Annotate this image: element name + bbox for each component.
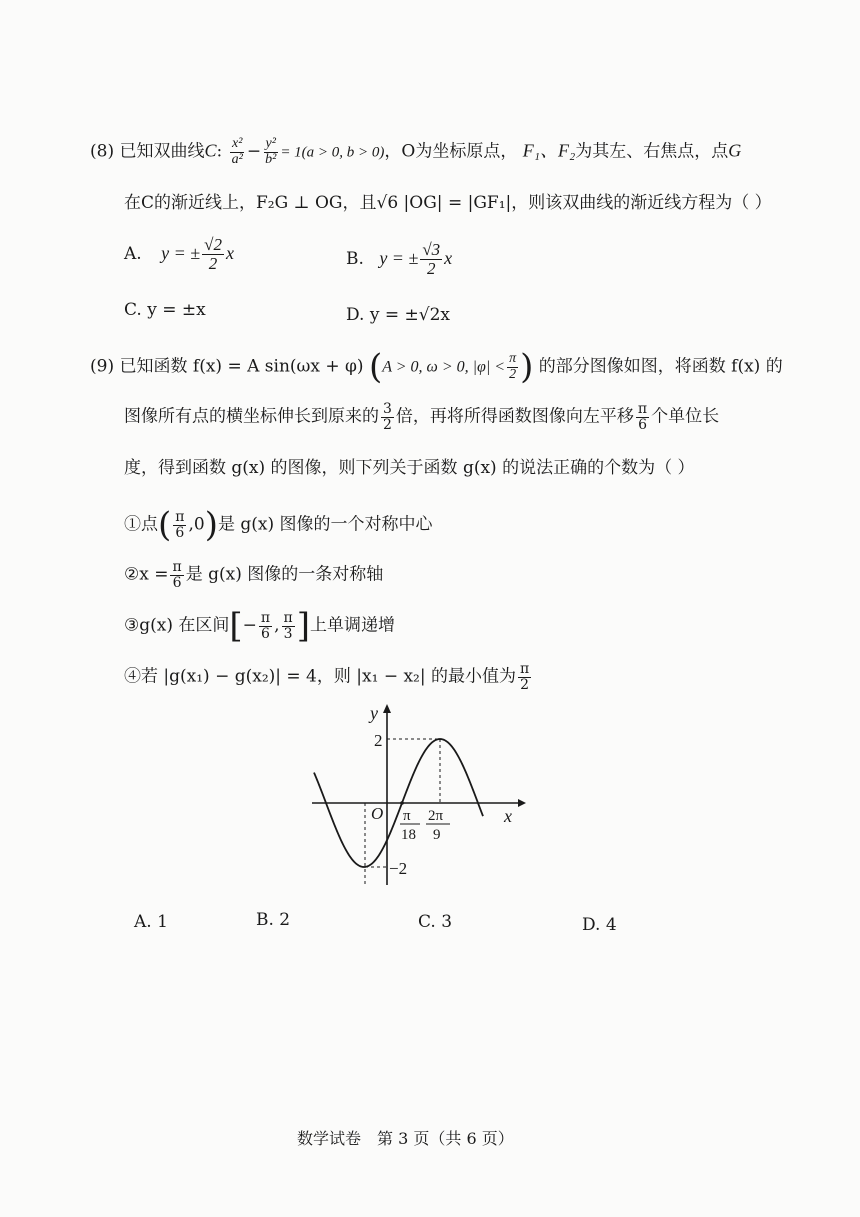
paren-right: ) [204, 505, 218, 545]
q8-option-a-frac [202, 236, 224, 273]
q9-s1-c: 是 g(x) 图像的一个对称中心 [217, 514, 433, 535]
q8-line2: 在C的渐近线上，F₂G ⊥ OG，且√6 |OG| = |GF₁|，则该双曲线的渐近线方程为（ ） [124, 193, 772, 213]
paren-right: ) [520, 347, 534, 387]
q9-number: (9) [90, 356, 115, 377]
q8-option-a-num: √2 [204, 235, 222, 254]
q9-option-d: D. 4 [582, 915, 617, 935]
q9-s3-frac2 [282, 611, 295, 641]
q9-s4-frac [518, 662, 531, 692]
q8-option-b [346, 241, 452, 278]
q9-line3: 度，得到函数 g(x) 的图像，则下列关于函数 g(x) 的说法正确的个数为（ ） [124, 458, 695, 478]
q9-s4-frac-den: 2 [520, 676, 530, 693]
tick1-den: 18 [401, 827, 416, 843]
x-axis-arrow [518, 799, 526, 807]
function-graph [300, 695, 530, 895]
q8-option-a-den: 2 [208, 253, 218, 273]
q8-option-a [124, 236, 234, 273]
q8-frac-y [263, 137, 278, 167]
paren-left: ( [368, 347, 383, 387]
q9-text2: 的部分图像如图，将函数 f(x) 的 [538, 356, 783, 377]
q9-line2-b: 倍，再将所得函数图像向左平移 [395, 406, 634, 427]
q9-cond-frac-num: π [509, 350, 517, 366]
q8-frac-x-num: x² [232, 136, 243, 151]
q9-s3-a: ③g(x) 在区间 [124, 615, 230, 636]
q9-s3-frac1-num: π [260, 609, 271, 626]
q8-frac-x [230, 137, 245, 167]
q8-frac-y-num: y² [265, 136, 276, 151]
q9-line2-frac2 [636, 402, 649, 432]
q9-s3-frac1-den: 6 [261, 625, 270, 642]
y-axis-label: y [370, 703, 378, 723]
q9-text1: 已知函数 f(x) = A sin(ωx + φ) [119, 356, 364, 377]
q8-option-b-num: √3 [422, 240, 441, 259]
bracket-right: ] [296, 606, 310, 646]
q8-option-a-post: x [225, 242, 234, 263]
q9-s2-frac [170, 560, 183, 590]
bracket-left: [ [229, 606, 243, 646]
q9-line2 [124, 402, 719, 432]
q9-statement-3: ③g(x) 在区间[− $\frac{\pi}{6}$ , $\frac{\pi}{3}$ ]上单调递增 [124, 606, 395, 646]
y-axis-arrow [383, 704, 391, 713]
q9-statement-1 [124, 505, 433, 545]
q9-s3-minus: − [242, 615, 257, 636]
q8-option-c: C. y = ±x [124, 300, 206, 320]
q9-statement-2 [124, 560, 383, 590]
q9-cond: A > 0, ω > 0, |φ| < [382, 358, 506, 376]
q9-line1 [90, 347, 783, 387]
q8-number: (8) [90, 141, 115, 162]
q9-s4-a: ④若 |g(x₁) − g(x₂)| = 4，则 |x₁ − x₂| 的最小值为 [124, 666, 516, 687]
q9-line2-frac1-num: 3 [383, 401, 392, 417]
q8-frac-x-den: a² [231, 151, 243, 167]
q8-text1: ，O为坐标原点， [384, 141, 518, 162]
q9-s2-b: 是 g(x) 图像的一条对称轴 [185, 564, 384, 585]
q9-s2-a: ②x = [124, 564, 169, 585]
q8-option-b-frac [420, 241, 442, 278]
q8-option-b-den: 2 [427, 258, 436, 278]
q9-s1-frac [173, 510, 186, 540]
x-axis-label: x [504, 806, 512, 826]
q9-s3-b: 上单调递增 [309, 615, 395, 636]
q9-s1-frac-num: π [175, 508, 185, 525]
q9-s1-a: ①点 [124, 514, 158, 535]
origin-label: O [371, 804, 384, 823]
page-footer: 数学试卷 第 3 页（共 6 页） [297, 1129, 514, 1148]
q8-option-d: D. y = ±√2x [346, 305, 450, 325]
q8-option-a-pre: y = ± [161, 242, 201, 263]
zero-point [400, 801, 404, 805]
q9-option-c: C. 3 [418, 912, 453, 932]
q8-foci: F₁、F₂ [522, 140, 576, 161]
q8-point-g: G [728, 140, 742, 161]
q8-line1: (8) 已知双曲线C: $\frac{\text{x²}}{\text{a²}}$ − $\frac{\text{y²}}{\text{b²}}$ = 1(a > 0, b > 0)，O为坐标原点， F₁、F₂为其左、右焦点，点G [90, 136, 742, 167]
q9-line2-frac2-num: π [637, 401, 648, 417]
q9-s1-b: ,0 [188, 514, 205, 535]
q9-line2-frac2-den: 6 [638, 416, 647, 433]
q8-text2: 为其左、右焦点，点 [575, 141, 729, 162]
tick2-num: 2π [428, 808, 444, 824]
q8-option-b-pre: y = ± [379, 247, 419, 268]
q9-s3-frac2-den: 3 [283, 625, 293, 642]
q9-s3-frac1 [259, 611, 272, 641]
q9-cond-frac-den: 2 [509, 366, 517, 382]
q8-lead: 已知双曲线 [119, 141, 205, 162]
q9-s2-frac-den: 6 [172, 574, 182, 591]
y-min-label: −2 [389, 859, 408, 878]
q8-option-b-post: x [444, 247, 453, 268]
q9-s3-frac2-num: π [283, 609, 293, 626]
tick1-num: π [403, 808, 411, 824]
q8-option-a-label: A. [124, 243, 142, 264]
q9-line2-frac1-den: 2 [383, 416, 392, 433]
q8-eq-cond: = 1(a > 0, b > 0) [280, 144, 385, 161]
tick2-den: 9 [433, 827, 441, 843]
q9-option-b: B. 2 [256, 910, 291, 930]
q9-s1-frac-den: 6 [175, 524, 185, 541]
y-max-label: 2 [374, 731, 383, 750]
paren-left: ( [158, 505, 172, 545]
q9-line2-frac1 [381, 402, 394, 432]
q9-cond-frac [507, 352, 518, 382]
q9-line2-c: 个单位长 [651, 406, 720, 427]
q9-statement-4 [124, 662, 533, 692]
q9-option-a: A. 1 [134, 912, 168, 932]
q8-frac-y-den: b² [265, 151, 277, 167]
q8-curve: C [204, 140, 217, 161]
q8-option-b-label: B. [346, 248, 364, 269]
q9-line2-a: 图像所有点的横坐标伸长到原来的 [124, 406, 379, 427]
q9-s2-frac-num: π [172, 559, 182, 575]
q9-s4-frac-num: π [520, 661, 530, 677]
